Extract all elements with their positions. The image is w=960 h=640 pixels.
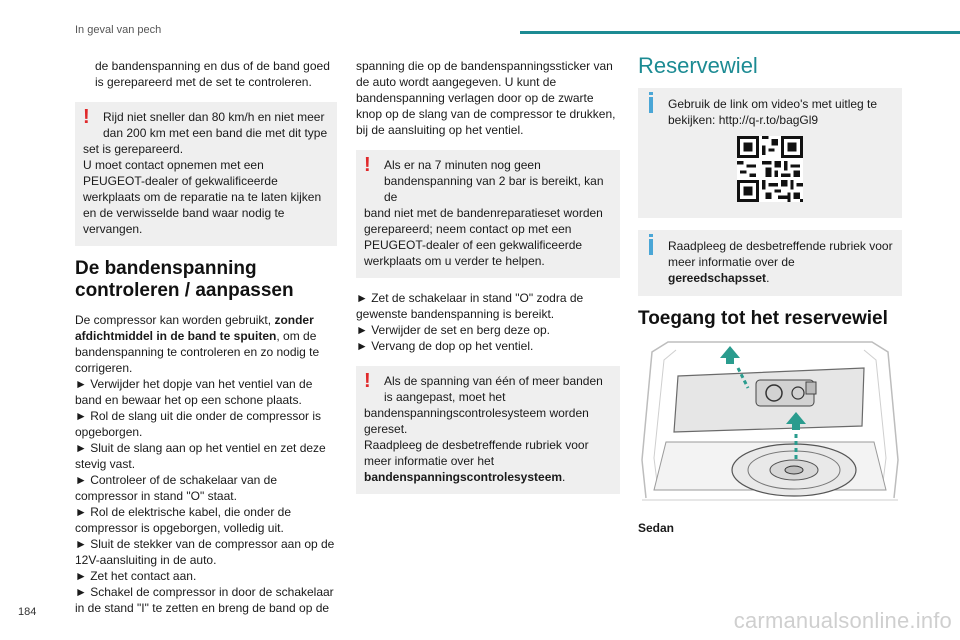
info-text: Gebruik de link om video's met uitleg te bekijken: http://q-r.to/bagGl9 <box>668 97 878 127</box>
page-number: 184 <box>18 606 37 618</box>
exclamation-icon: ! <box>83 106 90 128</box>
step-item: ► Sluit de slang aan op het ventiel en zet deze stevig vast. <box>75 440 337 472</box>
figure-caption: Sedan <box>638 521 675 535</box>
bold-text: zonder afdichtmiddel in de band te spuiten <box>75 313 314 343</box>
info-text: Raadpleeg de desbetreffende rubriek voor meer informatie over de gereedschapsset. <box>668 239 893 285</box>
warning-text: band niet met de bandenreparatieset worden gerepareerd; neem contact op met een PEUGEOT-dealer of een gekwalificeerde werkplaats om u verder te helpen. <box>364 206 603 268</box>
warning-text: Raadpleeg de desbetreffende rubriek voor meer informatie over het bandenspanningscontrolesysteem. <box>364 438 589 484</box>
header-section-title: In geval van pech <box>75 24 162 36</box>
page-title: Reservewiel <box>638 53 758 78</box>
warning-lead: Als er na 7 minuten nog geen bandenspanning van 2 bar is bereikt, kan de <box>384 158 604 204</box>
step-item: ► Controleer of de schakelaar van de compressor in stand "O" staat. <box>75 472 337 504</box>
column-3 <box>638 53 902 536</box>
warning-text: U moet contact opnemen met een PEUGEOT-dealer of gekwalificeerde werkplaats om de reparatie na te laten kijken en de verwisselde band waar nodig te vervangen. <box>83 158 322 236</box>
info-box <box>638 230 902 296</box>
intro-text: spanning die op de bandenspanningssticker van de auto wordt aangegeven. U kunt de bandenspanning verlagen door op de zwarte knop op de slang van de compressor te drukken, bij de aansluiting op het ventiel. <box>356 59 616 137</box>
paragraph: De compressor kan worden gebruikt, zonder afdichtmiddel in de band te spuiten, om de bandenspanning te controleren en zo nodig te corrigeren. <box>75 313 320 375</box>
qr-code[interactable] <box>737 136 803 202</box>
warning-box <box>75 102 337 246</box>
exclamation-icon: ! <box>364 154 371 176</box>
step-item: ► Zet het contact aan. <box>75 568 337 584</box>
info-box <box>638 88 902 218</box>
section-heading: De bandenspanning controleren / aanpassen <box>75 258 294 301</box>
header-accent-bar <box>520 31 960 34</box>
intro-text: de bandenspanning en dus of de band goed is gerepareerd met de set te controleren. <box>95 59 330 89</box>
step-item: ► Verwijder de set en berg deze op. <box>356 322 620 338</box>
warning-lead: Als de spanning van één of meer banden is aangepast, moet het <box>384 374 603 404</box>
step-item: ► Zet de schakelaar in stand "O" zodra de gewenste bandenspanning is bereikt. <box>356 290 620 322</box>
bold-text: gereedschapsset <box>668 271 767 285</box>
info-bar-icon <box>649 239 653 255</box>
step-item: ► Sluit de stekker van de compressor aan op de 12V-aansluiting in de auto. <box>75 536 337 568</box>
warning-text: bandenspanningscontrolesysteem worden gereset. <box>364 406 589 436</box>
step-item: ► Vervang de dop op het ventiel. <box>356 338 620 354</box>
section-heading: Toegang tot het reservewiel <box>638 308 888 329</box>
exclamation-icon: ! <box>364 370 371 392</box>
step-item: ► Verwijder het dopje van het ventiel van de band en bewaar het op een schone plaats. <box>75 376 337 408</box>
watermark: carmanualsonline.info <box>733 608 952 633</box>
warning-box <box>356 366 620 494</box>
info-bar-icon <box>649 97 653 113</box>
spare-wheel-illustration <box>638 340 902 510</box>
warning-lead: Rijd niet sneller dan 80 km/h en niet meer dan 200 km met een band die met dit type <box>103 110 328 140</box>
warning-text: set is gerepareerd. <box>83 142 184 156</box>
step-item: ► Rol de elektrische kabel, die onder de compressor is opgeborgen, volledig uit. <box>75 504 337 536</box>
bold-text: bandenspanningscontrolesysteem <box>364 470 563 484</box>
column-1 <box>75 58 337 616</box>
warning-box <box>356 150 620 278</box>
step-item: ► Rol de slang uit die onder de compressor is opgeborgen. <box>75 408 337 440</box>
step-item: ► Schakel de compressor in door de schakelaar in de stand "I" te zetten en breng de band op de <box>75 584 337 616</box>
column-2 <box>356 58 620 506</box>
